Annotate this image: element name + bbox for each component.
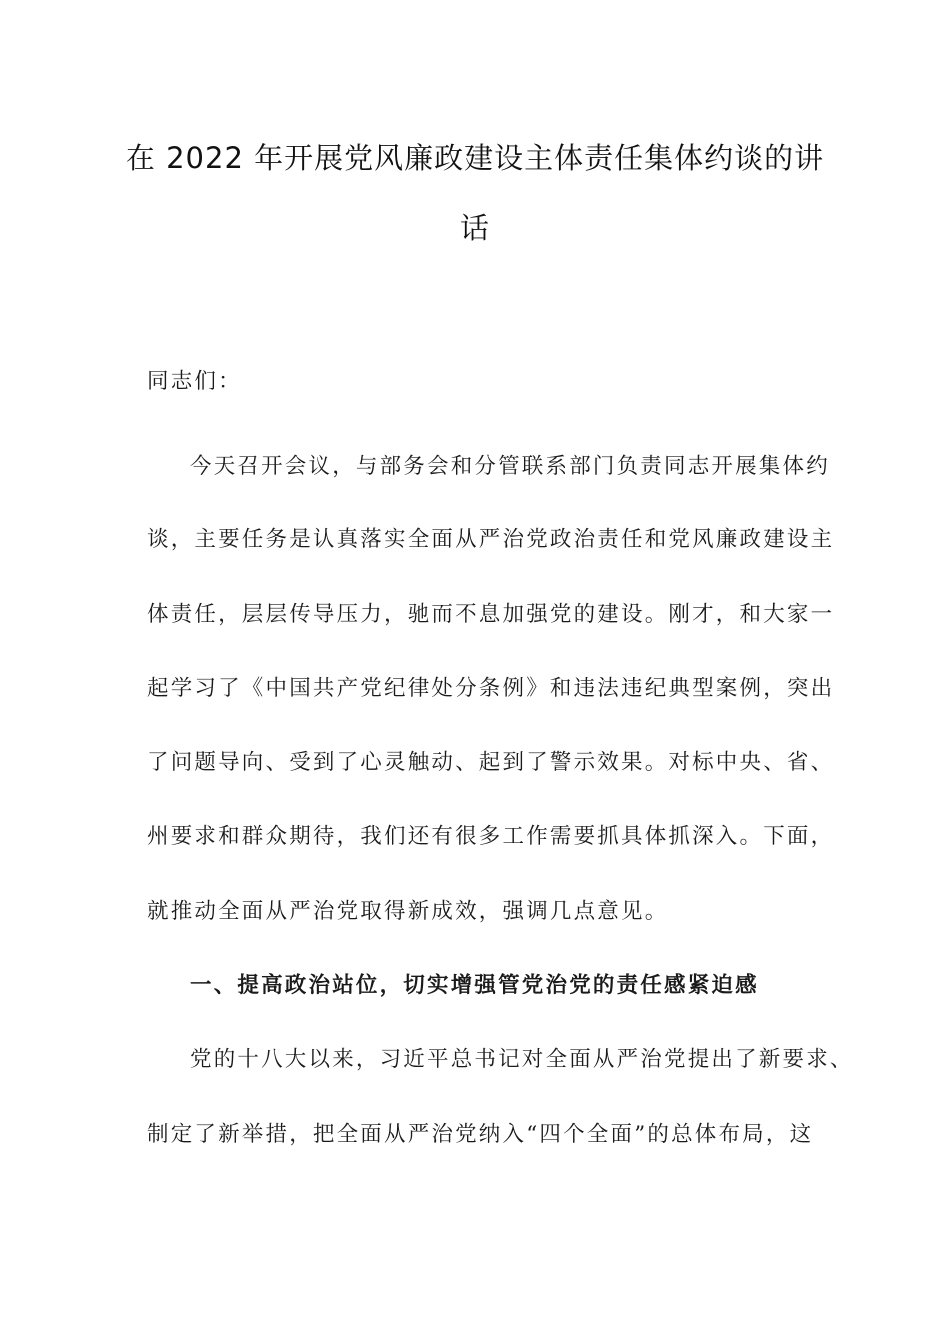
salutation: 同志们： (147, 369, 242, 394)
document-title-line-2: 话 (459, 211, 490, 245)
paragraph-2-line-2: 制定了新举措，把全面从严治党纳入“四个全面”的总体布局，这 (147, 1122, 814, 1147)
paragraph-1-line-4: 起学习了《中国共产党纪律处分条例》和违法违纪典型案例，突出 (147, 676, 835, 701)
section-1-heading: 一、提高政治站位，切实增强管党治党的责任感紧迫感 (190, 973, 759, 998)
document-title-line-1: 在 2022 年开展党风廉政建设主体责任集体约谈的讲 (125, 141, 825, 175)
paragraph-1-line-6: 州要求和群众期待，我们还有很多工作需要抓具体抓深入。下面， (147, 824, 835, 849)
paragraph-2-line-1: 党的十八大以来，习近平总书记对全面从严治党提出了新要求、 (190, 1047, 854, 1072)
paragraph-1-line-3: 体责任，层层传导压力，驰而不息加强党的建设。刚才，和大家一 (147, 602, 835, 627)
paragraph-1-line-5: 了问题导向、受到了心灵触动、起到了警示效果。对标中央、省、 (147, 750, 835, 775)
paragraph-1-line-2: 谈，主要任务是认真落实全面从严治党政治责任和党风廉政建设主 (147, 527, 835, 552)
paragraph-1-line-1: 今天召开会议，与部务会和分管联系部门负责同志开展集体约 (190, 454, 830, 479)
paragraph-1-line-7: 就推动全面从严治党取得新成效，强调几点意见。 (147, 899, 669, 924)
